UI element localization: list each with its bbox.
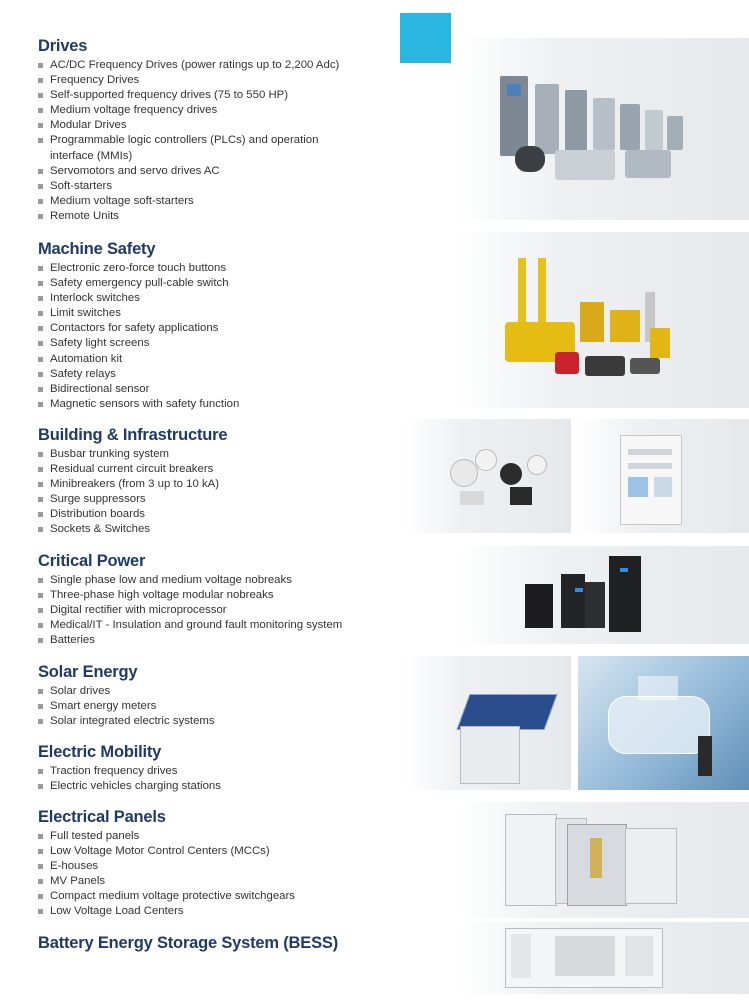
- bullet-icon: [38, 357, 43, 362]
- bullet-icon: [38, 608, 43, 613]
- building-infrastructure-image-left: [405, 419, 571, 533]
- list-item: Solar drives: [38, 684, 215, 699]
- bullet-icon: [38, 93, 43, 98]
- item-list: [38, 684, 215, 729]
- list-item: Compact medium voltage protective switchgears: [38, 889, 295, 904]
- list-item: Smart energy meters: [38, 699, 215, 714]
- list-item: Modular Drives: [38, 118, 339, 133]
- list-item: Electric vehicles charging stations: [38, 779, 221, 794]
- list-item: Full tested panels: [38, 829, 295, 844]
- list-item: Minibreakers (from 3 up to 10 kA): [38, 477, 227, 492]
- electric-mobility-product-image: [578, 656, 749, 790]
- critical-power-product-image: [455, 546, 749, 644]
- list-item: Contactors for safety applications: [38, 321, 239, 336]
- list-item: Safety light screens: [38, 336, 239, 351]
- bullet-icon: [38, 834, 43, 839]
- item-list: [38, 58, 339, 224]
- section-bess: [38, 933, 338, 955]
- list-item: Traction frequency drives: [38, 764, 221, 779]
- bullet-icon: [38, 769, 43, 774]
- bullet-icon: [38, 704, 43, 709]
- bullet-icon: [38, 578, 43, 583]
- list-item: Surge suppressors: [38, 492, 227, 507]
- bullet-icon: [38, 467, 43, 472]
- bullet-icon: [38, 497, 43, 502]
- bullet-icon: [38, 689, 43, 694]
- list-item: Low Voltage Load Centers: [38, 904, 295, 919]
- list-item: Distribution boards: [38, 507, 227, 522]
- section-title: Electrical Panels: [38, 808, 166, 826]
- bullet-icon: [38, 296, 43, 301]
- list-item: Safety emergency pull-cable switch: [38, 276, 239, 291]
- item-list: [38, 447, 227, 538]
- list-item: Servomotors and servo drives AC: [38, 164, 339, 179]
- bullet-icon: [38, 849, 43, 854]
- list-item: MV Panels: [38, 874, 295, 889]
- list-item: Sockets & Switches: [38, 522, 227, 537]
- section-drives: [38, 36, 339, 224]
- list-item: Solar integrated electric systems: [38, 714, 215, 729]
- section-title: Critical Power: [38, 552, 146, 570]
- bullet-icon: [38, 199, 43, 204]
- bullet-icon: [38, 63, 43, 68]
- bess-product-image: [455, 922, 749, 994]
- item-list: [38, 829, 295, 920]
- list-item: Electronic zero-force touch buttons: [38, 261, 239, 276]
- list-item: Soft-starters: [38, 179, 339, 194]
- list-item: Low Voltage Motor Control Centers (MCCs): [38, 844, 295, 859]
- list-item: Batteries: [38, 633, 342, 648]
- section-solar-energy: [38, 662, 215, 729]
- bullet-icon: [38, 402, 43, 407]
- drives-product-image: [455, 38, 749, 220]
- bullet-icon: [38, 452, 43, 457]
- bullet-icon: [38, 281, 43, 286]
- list-item: Limit switches: [38, 306, 239, 321]
- bullet-icon: [38, 623, 43, 628]
- bullet-icon: [38, 372, 43, 377]
- list-item: Medium voltage frequency drives: [38, 103, 339, 118]
- list-item: Interlock switches: [38, 291, 239, 306]
- list-item: Medical/IT - Insulation and ground fault monitoring system: [38, 618, 342, 633]
- section-electrical-panels: [38, 807, 295, 920]
- list-item: Magnetic sensors with safety function: [38, 397, 239, 412]
- list-item: E-houses: [38, 859, 295, 874]
- solar-energy-product-image: [405, 656, 571, 790]
- list-item: Residual current circuit breakers: [38, 462, 227, 477]
- bullet-icon: [38, 482, 43, 487]
- bullet-icon: [38, 341, 43, 346]
- bullet-icon: [38, 78, 43, 83]
- bullet-icon: [38, 311, 43, 316]
- bullet-icon: [38, 184, 43, 189]
- bullet-icon: [38, 894, 43, 899]
- list-item: Medium voltage soft-starters: [38, 194, 339, 209]
- list-item: Busbar trunking system: [38, 447, 227, 462]
- bullet-icon: [38, 387, 43, 392]
- section-title: Electric Mobility: [38, 743, 162, 761]
- list-item: Self-supported frequency drives (75 to 550 HP): [38, 88, 339, 103]
- bullet-icon: [38, 719, 43, 724]
- section-title: Battery Energy Storage System (BESS): [38, 934, 338, 952]
- bullet-icon: [38, 593, 43, 598]
- bullet-icon: [38, 214, 43, 219]
- bullet-icon: [38, 864, 43, 869]
- bullet-icon: [38, 638, 43, 643]
- machine-safety-product-image: [455, 232, 749, 408]
- section-electric-mobility: [38, 742, 221, 794]
- list-item-continuation: interface (MMIs): [50, 149, 133, 162]
- section-title: Building & Infrastructure: [38, 426, 228, 444]
- item-list: [38, 261, 239, 412]
- bullet-icon: [38, 169, 43, 174]
- bullet-icon: [38, 784, 43, 789]
- bullet-icon: [38, 266, 43, 271]
- section-machine-safety: [38, 239, 239, 412]
- item-list: [38, 764, 221, 794]
- accent-square: [400, 13, 451, 63]
- list-item: AC/DC Frequency Drives (power ratings up to 2,200 Adc): [38, 58, 339, 73]
- bullet-icon: [38, 879, 43, 884]
- section-title: Drives: [38, 37, 88, 55]
- list-item: Automation kit: [38, 352, 239, 367]
- building-infrastructure-image-right: [578, 419, 749, 533]
- bullet-icon: [38, 138, 43, 143]
- list-item: Single phase low and medium voltage nobreaks: [38, 573, 342, 588]
- list-item: Frequency Drives: [38, 73, 339, 88]
- bullet-icon: [38, 326, 43, 331]
- bullet-icon: [38, 108, 43, 113]
- section-title: Machine Safety: [38, 240, 156, 258]
- list-item: Programmable logic controllers (PLCs) and operation: [38, 133, 339, 148]
- bullet-icon: [38, 512, 43, 517]
- list-item: Three-phase high voltage modular nobreaks: [38, 588, 342, 603]
- electrical-panels-product-image: [455, 802, 749, 918]
- list-item: Digital rectifier with microprocessor: [38, 603, 342, 618]
- list-item: Remote Units: [38, 209, 339, 224]
- section-building-infrastructure: [38, 425, 227, 538]
- bullet-icon: [38, 909, 43, 914]
- section-title: Solar Energy: [38, 663, 138, 681]
- section-critical-power: [38, 551, 342, 648]
- bullet-icon: [38, 123, 43, 128]
- list-item: Bidirectional sensor: [38, 382, 239, 397]
- list-item: Safety relays: [38, 367, 239, 382]
- bullet-icon: [38, 527, 43, 532]
- item-list: [38, 573, 342, 648]
